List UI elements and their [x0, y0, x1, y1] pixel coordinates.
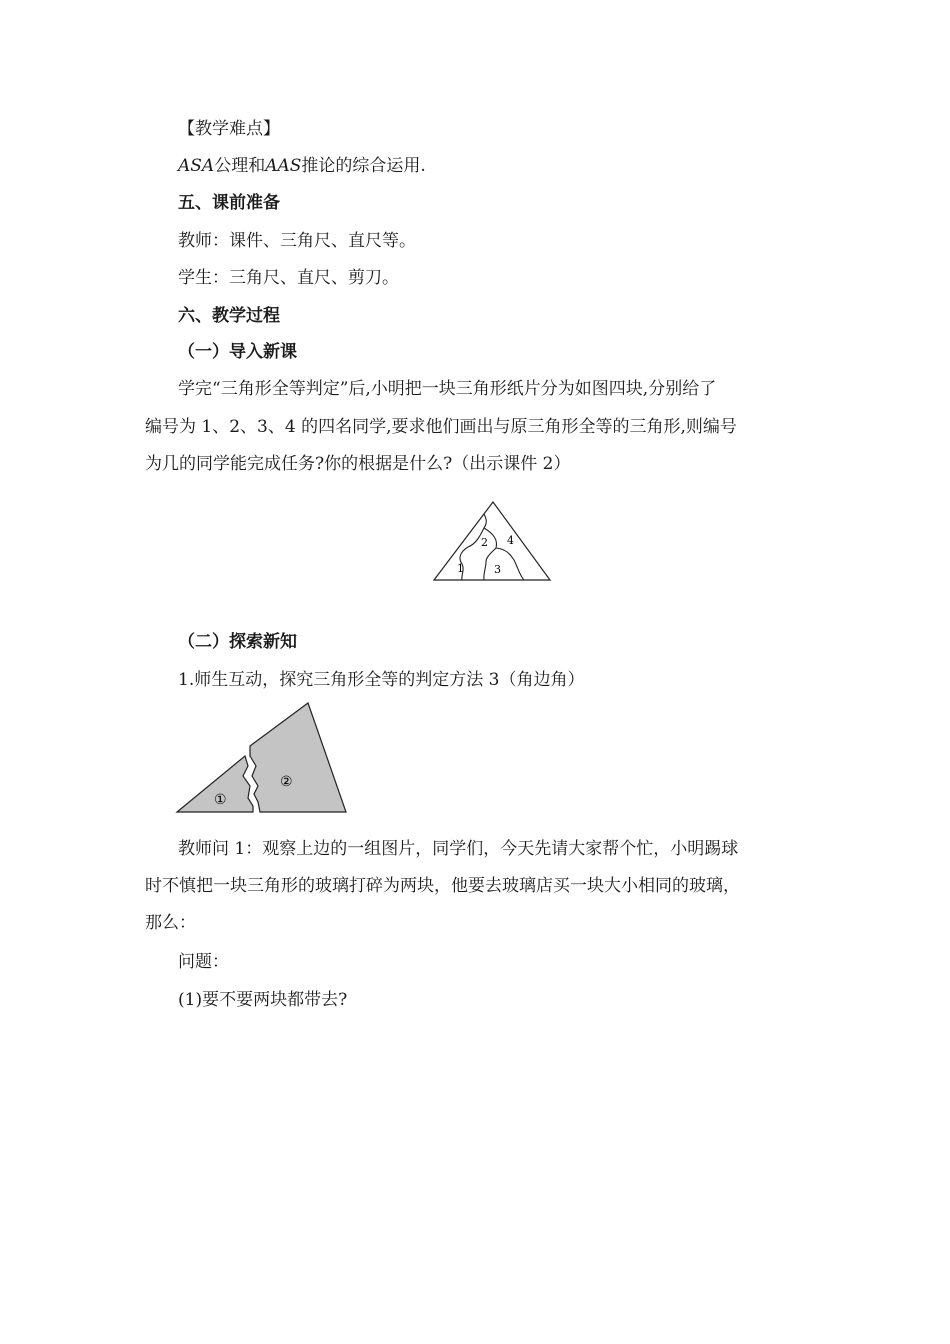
- teacher-prep: 教师：课件、三角尺、直尺等。: [178, 231, 416, 251]
- triangle-pieces-figure: [428, 496, 558, 588]
- question-line2: 时不慎把一块三角形的玻璃打碎为两块，他要去玻璃店买一块大小相同的玻璃，: [145, 876, 740, 896]
- difficulty-text: [178, 155, 426, 177]
- piece-label-2: 2: [481, 536, 488, 549]
- part2-item1: 1.师生互动，探究三角形全等的判定方法 3（角边角）: [178, 670, 585, 690]
- shard-label-1: ①: [214, 792, 227, 808]
- glass-shard-2: [250, 703, 346, 812]
- problem-label: 问题：: [178, 952, 229, 972]
- teacher-question-paragraph: [145, 831, 810, 942]
- section5-heading: 五、课前准备: [178, 193, 280, 213]
- broken-glass-figure: [170, 698, 355, 818]
- part1-line1: 学完“三角形全等判定”后,小明把一块三角形纸片分为如图四块,分别给了: [178, 379, 717, 399]
- part1-line3: 为几的同学能完成任务?你的根据是什么?（出示课件 2）: [145, 454, 571, 474]
- part1-heading: （一）导入新课: [178, 342, 297, 362]
- piece-label-4: 4: [507, 534, 514, 547]
- difficulty-tail: 推论的综合运用.: [301, 156, 426, 176]
- piece-label-1: 1: [457, 562, 464, 575]
- asa-term: ASA: [178, 156, 215, 176]
- section6-heading: 六、教学过程: [178, 306, 280, 326]
- question-line1: 教师问 1：观察上边的一组图片，同学们，今天先请大家帮个忙，小明踢球: [178, 839, 739, 859]
- aas-term: AAS: [265, 156, 302, 176]
- piece-label-3: 3: [494, 563, 501, 576]
- part2-heading: （二）探索新知: [178, 632, 297, 652]
- part1-line2: 编号为 1、2、3、4 的四名同学,要求他们画出与原三角形全等的三角形,则编号: [145, 417, 737, 437]
- shard-label-2: ②: [280, 774, 293, 790]
- question-line3: 那么：: [145, 913, 196, 933]
- difficulty-mid: 公理和: [214, 156, 266, 176]
- student-prep: 学生：三角尺、直尺、剪刀。: [178, 268, 399, 288]
- outer-triangle: [434, 502, 550, 580]
- difficulty-heading: 【教学难点】: [178, 119, 280, 139]
- problem-1: (1)要不要两块都带去?: [178, 990, 348, 1010]
